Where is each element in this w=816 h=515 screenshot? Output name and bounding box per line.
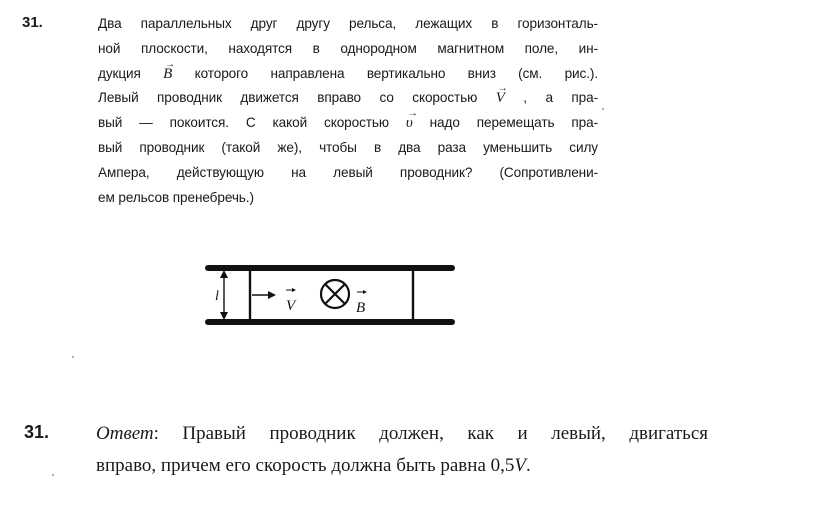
vector-b-symbol: → B [163, 62, 172, 87]
problem-text [98, 12, 598, 210]
problem-number: 31. [22, 14, 43, 31]
problem-line: Два параллельных друг другу рельса, лежащих в горизонталь- [98, 16, 598, 31]
answer-value-symbol: V [514, 455, 526, 476]
problem-line-part: дукция [98, 65, 164, 81]
velocity-label: V [286, 298, 296, 314]
problem-line: ной плоскости, находятся в однородном магнитном поле, ин- [98, 40, 598, 56]
answer-line-part: . [525, 455, 531, 476]
answer-label: Ответ [96, 423, 154, 444]
velocity-label-arrowhead [292, 288, 296, 292]
answer-line [96, 418, 708, 450]
field-label-arrowhead [363, 290, 367, 294]
problem-line-part: Левый проводник движется вправо со скоростью [98, 90, 496, 106]
scan-speck [602, 108, 604, 110]
answer-line-part: вправо, причем его скорость должна быть равна 0,5 [96, 455, 515, 476]
answer-line-part: : Правый проводник должен, как и левый, двигаться [153, 423, 708, 444]
field-label: B [356, 300, 366, 316]
length-arrow-up [220, 270, 228, 278]
field-into-page-icon [321, 280, 349, 308]
answer-number: 31. [24, 422, 50, 442]
vector-u-symbol: → υ [406, 111, 413, 136]
problem-line-part: которого направлена вертикально вниз (см. рис.). [172, 65, 598, 81]
problem-line [98, 62, 598, 87]
length-label: l [215, 289, 219, 304]
scan-speck [72, 356, 74, 358]
problem-line: ем рельсов пренебречь.) [98, 189, 254, 205]
answer-text [96, 418, 708, 482]
problem-line: вый проводник (такой же), чтобы в два раза уменьшить силу [98, 139, 598, 155]
problem-line-part: надо перемещать пра- [412, 115, 598, 131]
vector-v-symbol: → V [496, 86, 505, 111]
answer-line [96, 450, 708, 482]
velocity-arrow-head [268, 291, 276, 299]
problem-line: Ампера, действующую на левый проводник? (Сопротивлени- [98, 164, 598, 180]
problem-line [98, 86, 598, 111]
length-arrow-down [220, 312, 228, 320]
problem-line-part: вый — покоится. С какой скоростью [98, 115, 406, 131]
rails-diagram [200, 258, 470, 338]
scan-speck [52, 474, 54, 476]
problem-line-part: , а пра- [504, 90, 598, 106]
problem-line [98, 111, 598, 136]
